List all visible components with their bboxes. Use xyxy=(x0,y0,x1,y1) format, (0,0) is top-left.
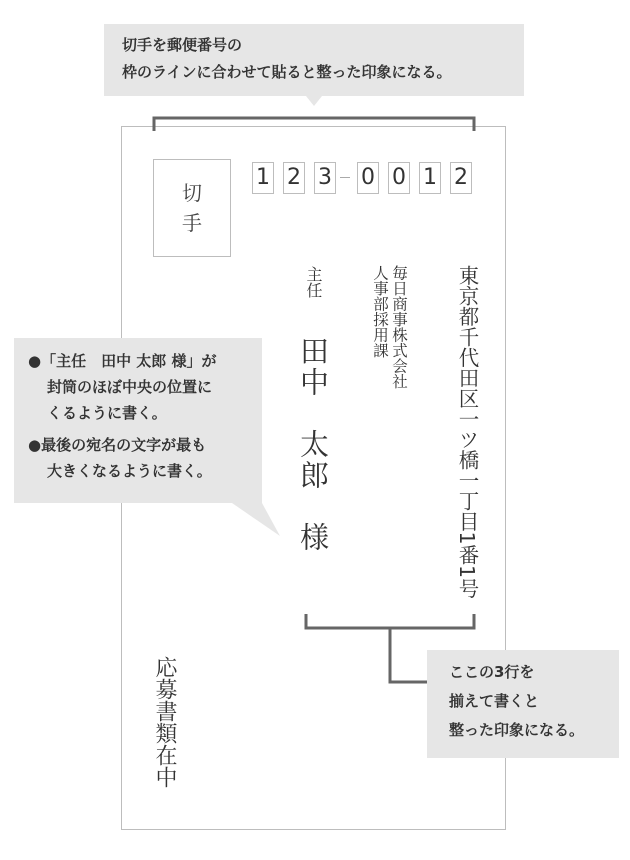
postal-digit: 0 xyxy=(357,162,379,194)
postal-digit: 3 xyxy=(314,162,336,194)
postal-digit: 2 xyxy=(283,162,305,194)
recipient-title: 主任 xyxy=(304,266,323,298)
bracket-connector xyxy=(390,628,427,682)
callout-line: 揃えて書くと xyxy=(449,692,540,710)
stamp-alignment-bracket xyxy=(154,118,474,131)
left-callout-pointer xyxy=(232,503,280,536)
recipient-name: 田中 太郎 様 xyxy=(296,336,330,553)
top-callout-pointer xyxy=(306,96,322,106)
callout-line: ●「主任 田中 太郎 様」が xyxy=(28,352,217,370)
company-name: 毎日商事株式会社 xyxy=(390,265,408,389)
callout-line: 切手を郵便番号の xyxy=(122,36,243,54)
lines-alignment-bracket xyxy=(306,614,474,628)
stamp-char: 切 xyxy=(182,181,202,205)
callout-line: 整った印象になる。 xyxy=(449,721,585,739)
postal-digit: 2 xyxy=(450,162,472,194)
stamp-char: 手 xyxy=(182,211,202,235)
recipient-address: 東京都千代田区一ツ橋一丁目1番1号 xyxy=(455,265,479,599)
callout-line: ●最後の宛名の文字が最も xyxy=(28,436,207,454)
line-alignment-callout xyxy=(427,650,619,758)
name-placement-callout xyxy=(14,338,262,503)
callout-line: 枠のラインに合わせて貼ると整った印象になる。 xyxy=(122,63,452,81)
postal-digit: 1 xyxy=(419,162,441,194)
callout-line: ここの3行を xyxy=(449,663,535,681)
postal-digit: 0 xyxy=(388,162,410,194)
application-documents-label: 応募書類在中 xyxy=(152,656,177,788)
postal-digit: 1 xyxy=(252,162,274,194)
callout-line: 大きくなるように書く。 xyxy=(47,462,212,480)
callout-line: くるように書く。 xyxy=(47,404,167,422)
department-name: 人事部採用課 xyxy=(371,265,389,358)
callout-line: 封筒のほぼ中央の位置に xyxy=(47,378,213,396)
